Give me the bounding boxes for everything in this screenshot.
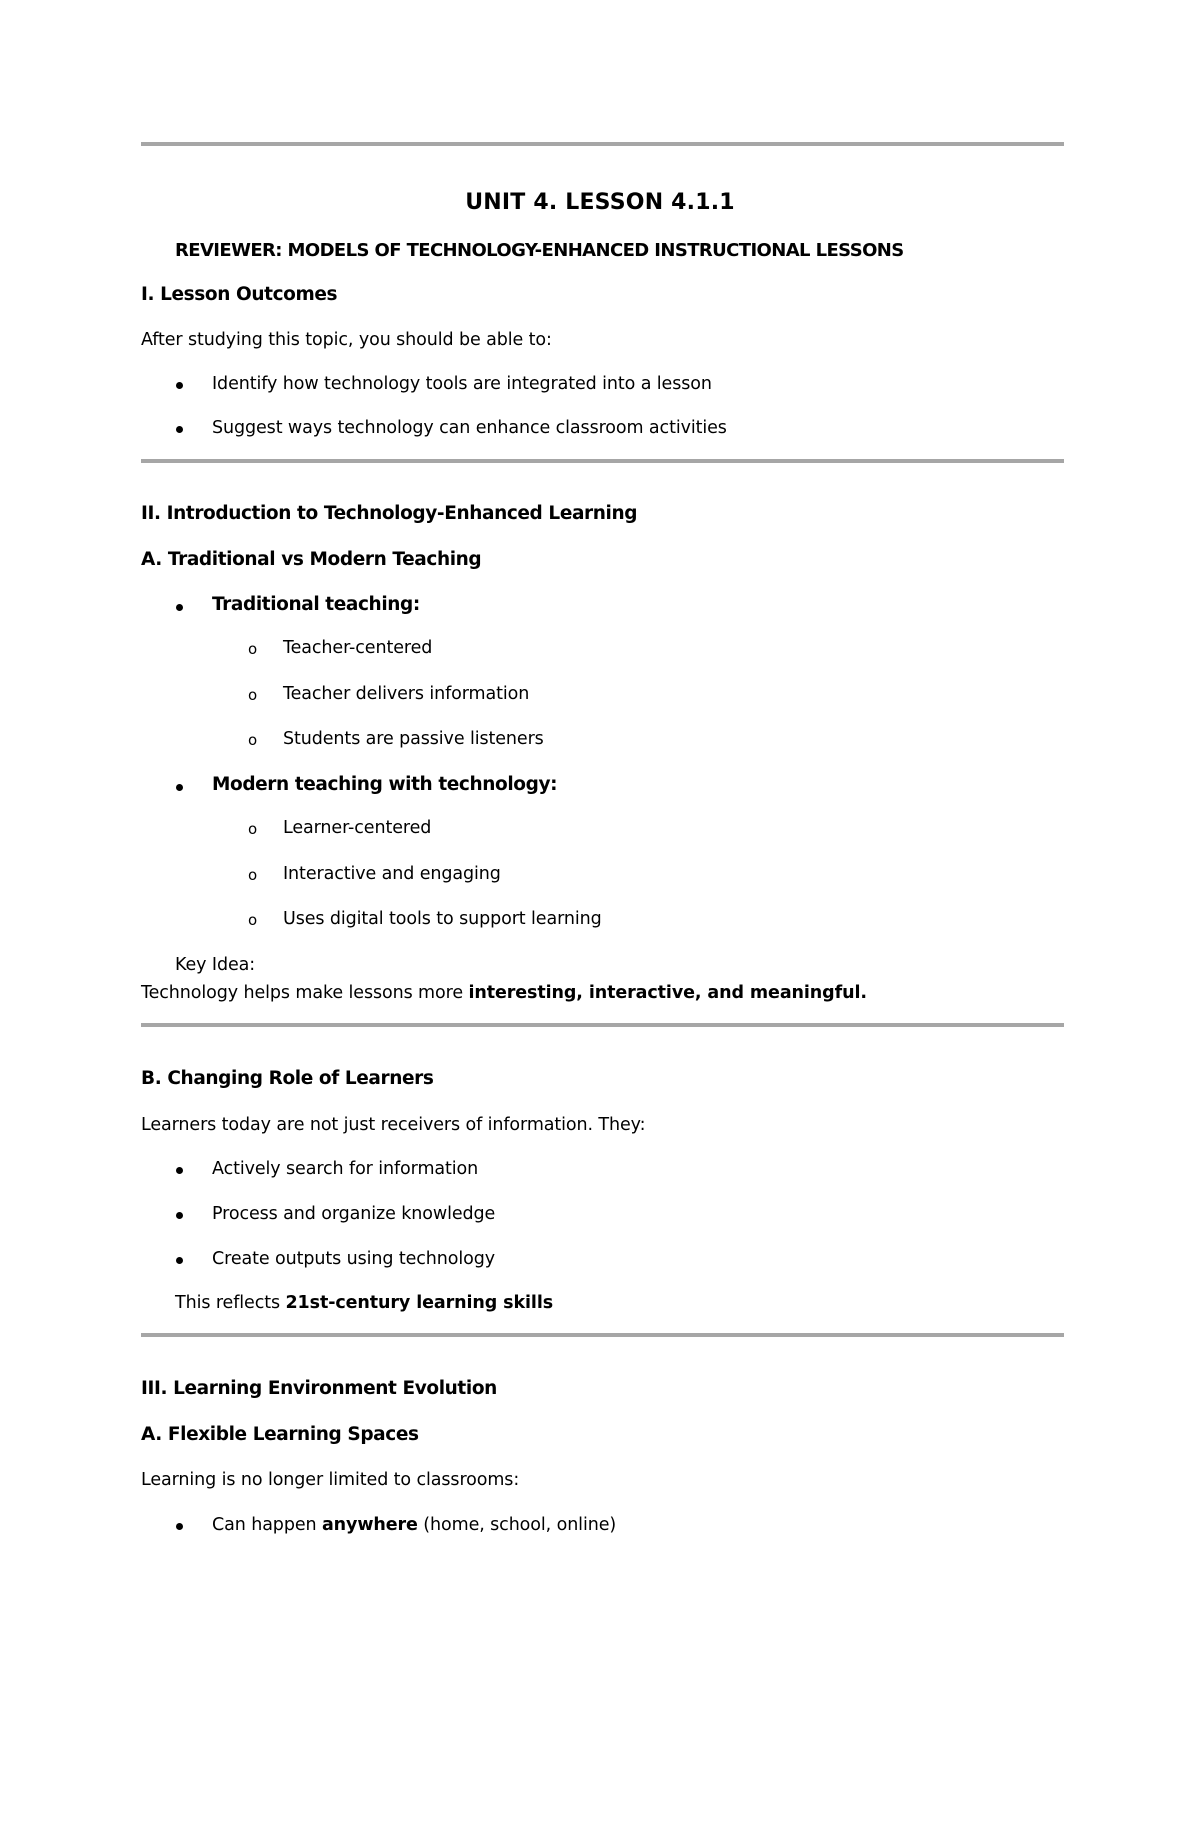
bullet-icon — [176, 1523, 183, 1530]
section-heading-learning-environment: III. Learning Environment Evolution — [141, 1378, 497, 1399]
sub-bullet-icon: o — [248, 820, 258, 838]
list-item: Can happen anywhere (home, school, online) — [212, 1515, 617, 1535]
horizontal-rule — [141, 142, 1064, 146]
bullet-icon — [176, 382, 183, 389]
sub-bullet-icon: o — [248, 911, 258, 929]
section-intro: After studying this topic, you should be able to: — [141, 330, 552, 350]
list-item: Create outputs using technology — [212, 1249, 496, 1269]
horizontal-rule — [141, 1333, 1064, 1337]
horizontal-rule — [141, 1023, 1064, 1027]
modern-teaching-label: Modern teaching with technology: — [212, 774, 558, 795]
list-item: Interactive and engaging — [283, 864, 501, 884]
list-item: Learner-centered — [283, 818, 432, 838]
subsection-heading-changing-role: B. Changing Role of Learners — [141, 1068, 434, 1089]
list-item: Identify how technology tools are integrated into a lesson — [212, 374, 712, 394]
horizontal-rule — [141, 459, 1064, 463]
bullet-icon — [176, 1212, 183, 1219]
subsection-heading-traditional-vs-modern: A. Traditional vs Modern Teaching — [141, 549, 482, 570]
bullet-icon — [176, 426, 183, 433]
bullet-icon — [176, 1257, 183, 1264]
bullet-icon — [176, 604, 183, 611]
section-intro: Learning is no longer limited to classrooms: — [141, 1470, 520, 1490]
bullet-icon — [176, 1167, 183, 1174]
sub-bullet-icon: o — [248, 866, 258, 884]
subsection-heading-flexible-spaces: A. Flexible Learning Spaces — [141, 1424, 419, 1445]
key-idea-label: Key Idea: — [175, 955, 256, 975]
traditional-teaching-label: Traditional teaching: — [212, 594, 420, 615]
page-title: UNIT 4. LESSON 4.1.1 — [465, 190, 735, 215]
list-item: Actively search for information — [212, 1159, 479, 1179]
section-heading-lesson-outcomes: I. Lesson Outcomes — [141, 284, 338, 305]
section-intro: Learners today are not just receivers of information. They: — [141, 1115, 646, 1135]
list-item: Students are passive listeners — [283, 729, 544, 749]
key-idea-text: Technology helps make lessons more interesting, interactive, and meaningful. — [141, 983, 867, 1003]
document-subtitle: REVIEWER: MODELS OF TECHNOLOGY-ENHANCED INSTRUCTIONAL LESSONS — [175, 240, 904, 261]
section-heading-introduction: II. Introduction to Technology-Enhanced Learning — [141, 503, 638, 524]
list-item: Uses digital tools to support learning — [283, 909, 602, 929]
list-item: Suggest ways technology can enhance classroom activities — [212, 418, 727, 438]
sub-bullet-icon: o — [248, 686, 258, 704]
list-item: Teacher-centered — [283, 638, 433, 658]
list-item: Teacher delivers information — [283, 684, 530, 704]
list-item: Process and organize knowledge — [212, 1204, 496, 1224]
sub-bullet-icon: o — [248, 640, 258, 658]
sub-bullet-icon: o — [248, 731, 258, 749]
bullet-icon — [176, 784, 183, 791]
reflects-text: This reflects 21st-century learning skills — [175, 1293, 554, 1313]
